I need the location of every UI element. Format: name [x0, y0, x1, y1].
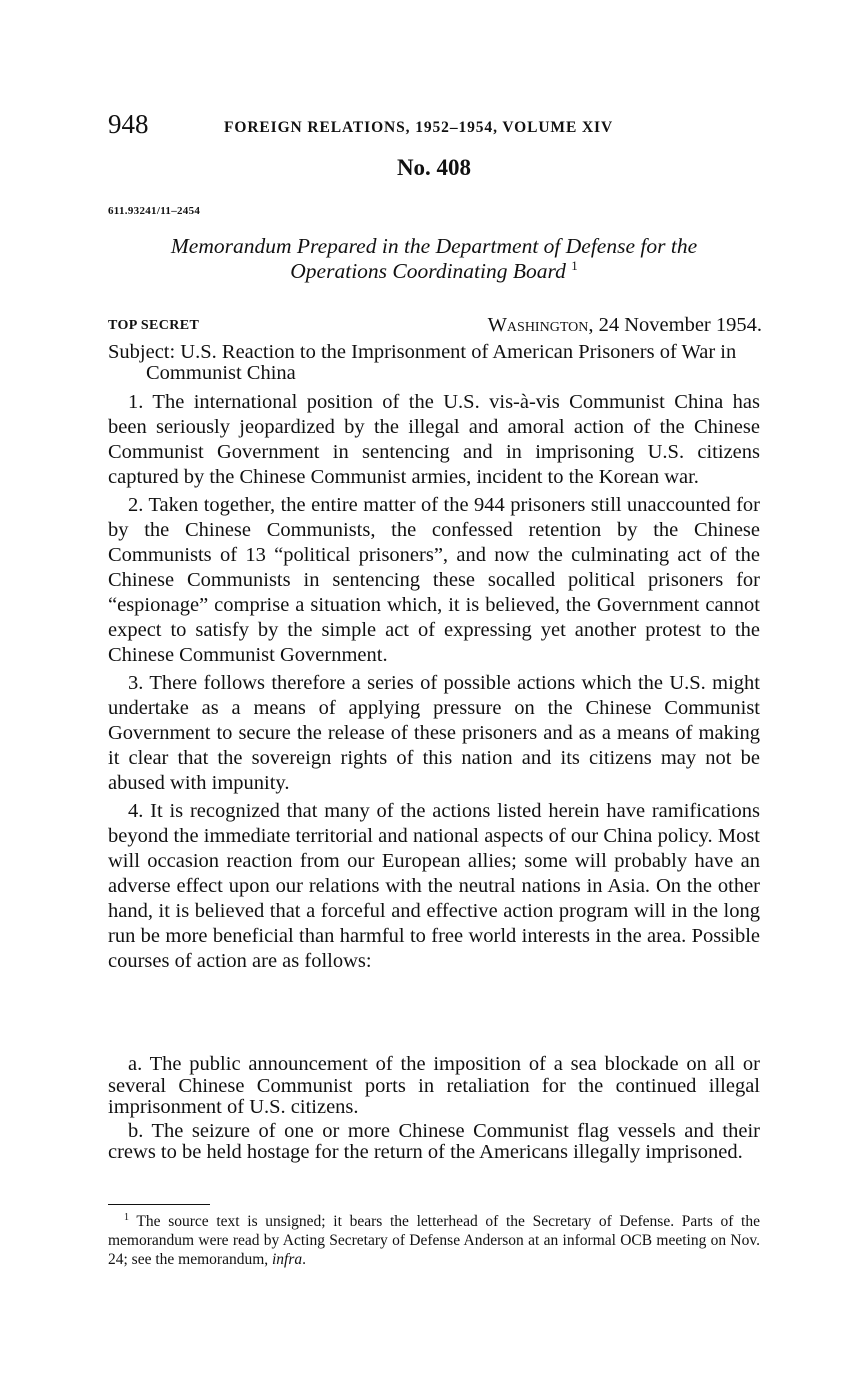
- action-item-b: b. The seizure of one or more Chinese Communist flag vessels and their crews to be held hostage for the return of the Americans illegally imprisoned.: [108, 1119, 760, 1163]
- running-head: [108, 108, 760, 144]
- document-title-line-2: [108, 259, 760, 284]
- footnote-marker: 1: [124, 1211, 129, 1223]
- action-item-a: a. The public announcement of the imposition of a sea blockade on all or several Chinese Communist ports in retaliation for the continued illegal imprisonment of U.S. citizens.: [108, 1053, 760, 1118]
- place-date: [488, 312, 762, 338]
- footnote-text: The source text is unsigned; it bears the letterhead of the Secretary of Defense. Parts of the memorandum were read by Acting Secretary of Defense Anderson at an informal OCB meeting on Nov. 24; see the memorandum,: [108, 1213, 760, 1268]
- title-footnote-ref: 1: [571, 257, 578, 273]
- classification-label: TOP SECRET: [108, 318, 200, 333]
- footnote-infra: infra: [272, 1251, 303, 1268]
- footnote: [108, 1212, 760, 1269]
- paragraph-4: 4. It is recognized that many of the actions listed herein have ramifications beyond the immediate territorial and national aspects of our China policy. Most will occasion reaction from our European allies; some will probably have an adverse effect upon our relations with the neutral nations in Asia. On the other hand, it is believed that a forceful and effective action program will in the long run be more beneficial than harmful to free world interests in the area. Possible courses of action are as follows:: [108, 800, 760, 972]
- paragraph-1: 1. The international position of the U.S. vis-à-vis Communist China has been seriously jeopardized by the illegal and amoral action of the Chinese Communist Government in sentencing and in imprisoning U.S. citizens captured by the Chinese Communist armies, incident to the Korean war.: [108, 391, 760, 488]
- document-title-line-2-text: Operations Coordinating Board: [290, 259, 566, 283]
- document-title-line-1: Memorandum Prepared in the Department of Defense for the: [170, 234, 698, 258]
- document-title: [108, 234, 760, 284]
- subject-line: Subject: U.S. Reaction to the Imprisonment of American Prisoners of War in Communist China: [108, 341, 737, 384]
- memorandum-body: [108, 342, 760, 977]
- place: Washington: [487, 314, 589, 336]
- document-number: No. 408: [396, 155, 472, 180]
- file-number: 611.93241/11–2454: [108, 205, 201, 217]
- dateline: [108, 312, 762, 338]
- paragraph-2: 2. Taken together, the entire matter of the 944 prisoners still unaccounted for by the Chinese Communists, the confessed retention by the Chinese Communists of 13 “political prisoners”, and now the culminating act of the Chinese Communists in sentencing these socalled political prisoners for “espionage” comprise a situation which, it is believed, the Government cannot expect to satisfy by the simple act of expressing yet another protest to the Chinese Communist Government.: [108, 494, 760, 666]
- footnote-end: .: [302, 1251, 307, 1268]
- date: , 24 November 1954.: [588, 314, 762, 336]
- paragraph-3: 3. There follows therefore a series of possible actions which the U.S. might undertake as a means of applying pressure on the Chinese Communist Government to secure the release of these prisoners and as a means of making it clear that the sovereign rights of this nation and its citizens may not be abused with impunity.: [108, 672, 760, 794]
- page-number: 948: [108, 109, 149, 139]
- action-list: [108, 1054, 760, 1166]
- series-title: FOREIGN RELATIONS, 1952–1954, VOLUME XIV: [224, 119, 614, 136]
- footnote-divider: [108, 1204, 210, 1205]
